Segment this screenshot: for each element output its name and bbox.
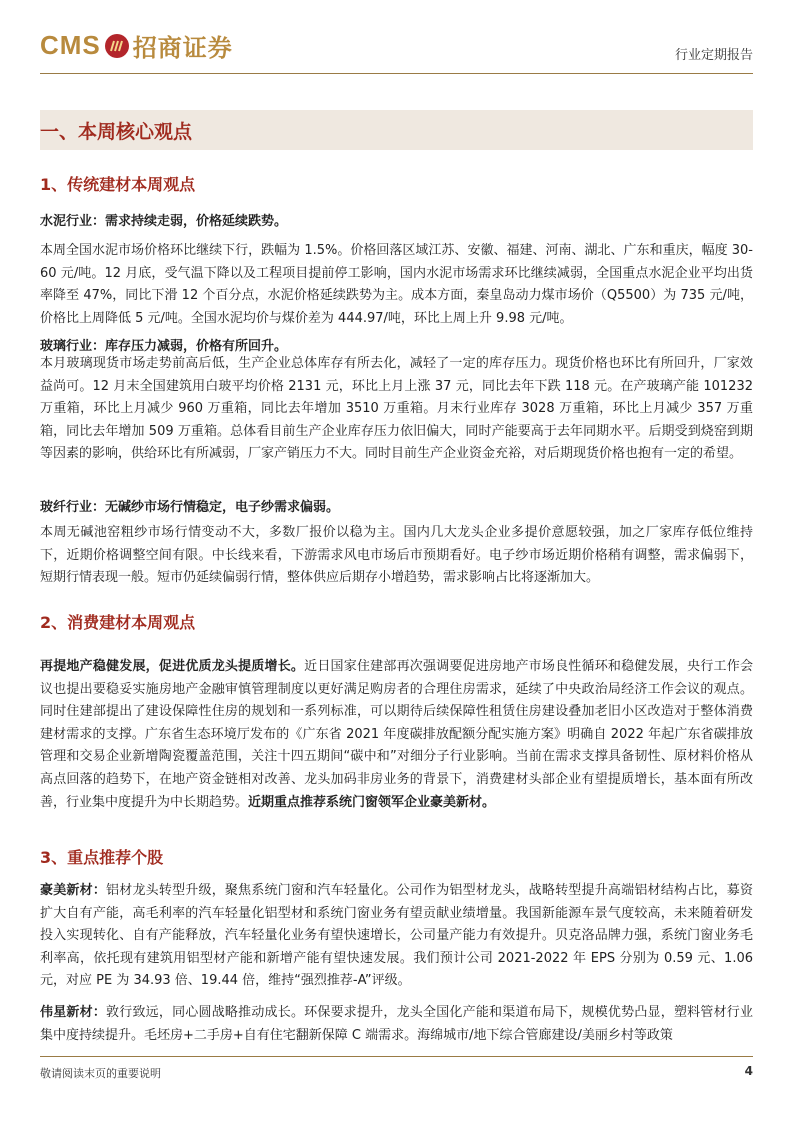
glass-paragraph: 本月玻璃现货市场走势前高后低，生产企业总体库存有所去化，减轻了一定的库存压力。现货价格也环比有所回升，厂家效益尚可。12 月末全国建筑用白玻平均价格 2131 元，环比上月上涨 37 元，同比去年下跌 118 元。在产玻璃产能 101232 万重箱，环比上月减少 960 万重箱，同比去年增加 3510 万重箱。月末行业库存 3028 万重箱，环比上月减少 357 万重箱，同比去年增加 509 万重箱。总体看目前生产企业库存压力依旧偏大，同时产能要高于去年同期水平。后期受到烧窑到期等因素的影响，供给环比有所减弱，厂家产销压力不大。同时目前生产企业资金充裕，对后期现货价格也抱有一定的希望。 — [40, 356, 753, 462]
fiber-heading: 玻纤行业：无碱纱市场行情稳定，电子纱需求偏弱。 — [40, 500, 340, 515]
stock-haomei-paragraph — [40, 880, 753, 993]
stock-weixing-name: 伟星新材： — [40, 1005, 107, 1020]
footer-divider — [40, 1056, 753, 1057]
subsection-title-consumer: 2、消费建材本周观点 — [40, 613, 196, 632]
consumer-body: 近日国家住建部再次强调要促进房地产市场良性循环和稳健发展，央行工作会议也提出要稳妥实施房地产金融审慎管理制度以更好满足购房者的合理住房需求，延续了中央政治局经济工作会议的观点。同时住建部提出了建设保障性住房的规划和一系列标准，可以期待后续保障性租赁住房建设叠加老旧小区改造对于整体消费建材需求的支撑。广东省生态环境厅发布的《广东省 2021 年度碳排放配额分配实施方案》明确自 2022 年起广东省碳排放管理和交易企业新增陶瓷覆盖范围，关注十四五期间“碳中和”对细分子行业影响。当前在需求支撑具备韧性、原材料价格从高点回落的趋势下，在地产资金链相对改善、龙头加码非房业务的背景下，消费建材头部企业有望提质增长，基本面有所改善，行业集中度提升为中长期趋势。 — [40, 659, 753, 810]
logo-chinese-text: 招商证券 — [132, 33, 233, 62]
page-number: 4 — [744, 1064, 753, 1078]
consumer-recommendation: 近期重点推荐系统门窗领军企业豪美新材。 — [248, 794, 496, 810]
logo-seal-icon — [105, 34, 129, 58]
cement-heading: 水泥行业：需求持续走弱，价格延续跌势。 — [40, 214, 288, 229]
stock-haomei-text: 铝材龙头转型升级，聚焦系统门窗和汽车轻量化。公司作为铝型材龙头，战略转型提升高端铝材结构占比，募资扩大自有产能，高毛利率的汽车轻量化铝型材和系统门窗业务有望贡献业绩增量。我国新能源车景气度较高，未来随着研发投入实现转化、自有产能释放，汽车轻量化业务有望快速增长，公司量产能力有效提升。贝克洛品牌力强，系统门窗业务毛利率高，依托现有建筑用铝型材产能和新增产能有望快速发展。我们预计公司 2021-2022 年 EPS 分别为 0.59 元、1.06 元，对应 PE 为 34.93 倍、19.44 倍，维持“强烈推荐-A”评级。 — [40, 883, 753, 989]
report-type-label: 行业定期报告 — [674, 48, 753, 63]
consumer-lead: 再提地产稳健发展，促进优质龙头提质增长。 — [40, 659, 305, 674]
cement-paragraph: 本周全国水泥市场价格环比继续下行，跌幅为 1.5%。价格回落区域江苏、安徽、福建、河南、湖北、广东和重庆，幅度 30-60 元/吨。12 月底，受气温下降以及工程项目提前停工影响，国内水泥市场需求环比继续减弱，全国重点水泥企业平均出货率降至 47%，同比下滑 12 个百分点，水泥价格延续跌势为主。成本方面，秦皇岛动力煤市场价（Q5500）为 735 元/吨，价格比上周降低 5 元/吨。全国水泥均价与煤价差为 444.97/吨，环比上周上升 9.98 元/吨。 — [40, 243, 753, 326]
fiber-paragraph: 本周无碱池窑粗纱市场行情变动不大，多数厂报价以稳为主。国内几大龙头企业多提价意愿较强，加之厂家库存低位维持下，近期价格调整空间有限。中长线来看，下游需求风电市场后市预期看好。电子纱市场近期价格稍有调整，需求偏弱下，短期行情表现一般。短市仍延续偏弱行情，整体供应后期存小增趋势，需求影响占比将逐渐加大。 — [40, 525, 753, 586]
glass-heading: 玻璃行业：库存压力减弱，价格有所回升。 — [40, 339, 288, 354]
stock-haomei-name: 豪美新材： — [40, 883, 107, 898]
subsection-title-traditional: 1、传统建材本周观点 — [40, 175, 196, 194]
page-header — [0, 0, 793, 80]
header-divider — [40, 73, 753, 74]
consumer-paragraph — [40, 656, 753, 814]
stock-weixing-paragraph — [40, 1002, 753, 1047]
logo-cms-text: CMS — [40, 30, 101, 60]
subsection-title-stocks: 3、重点推荐个股 — [40, 848, 164, 867]
footer-disclaimer: 敬请阅读末页的重要说明 — [40, 1067, 161, 1080]
company-logo — [40, 28, 233, 63]
section-title: 一、本周核心观点 — [40, 121, 193, 143]
stock-weixing-text: 敦行致远，同心圆战略推动成长。环保要求提升，龙头全国化产能和渠道布局下，规模优势凸显，塑料管材行业集中度持续提升。毛坯房+二手房+自有住宅翻新保障 C 端需求。海绵城市/地下综合管廊建设/美丽乡村等政策 — [40, 1005, 753, 1043]
